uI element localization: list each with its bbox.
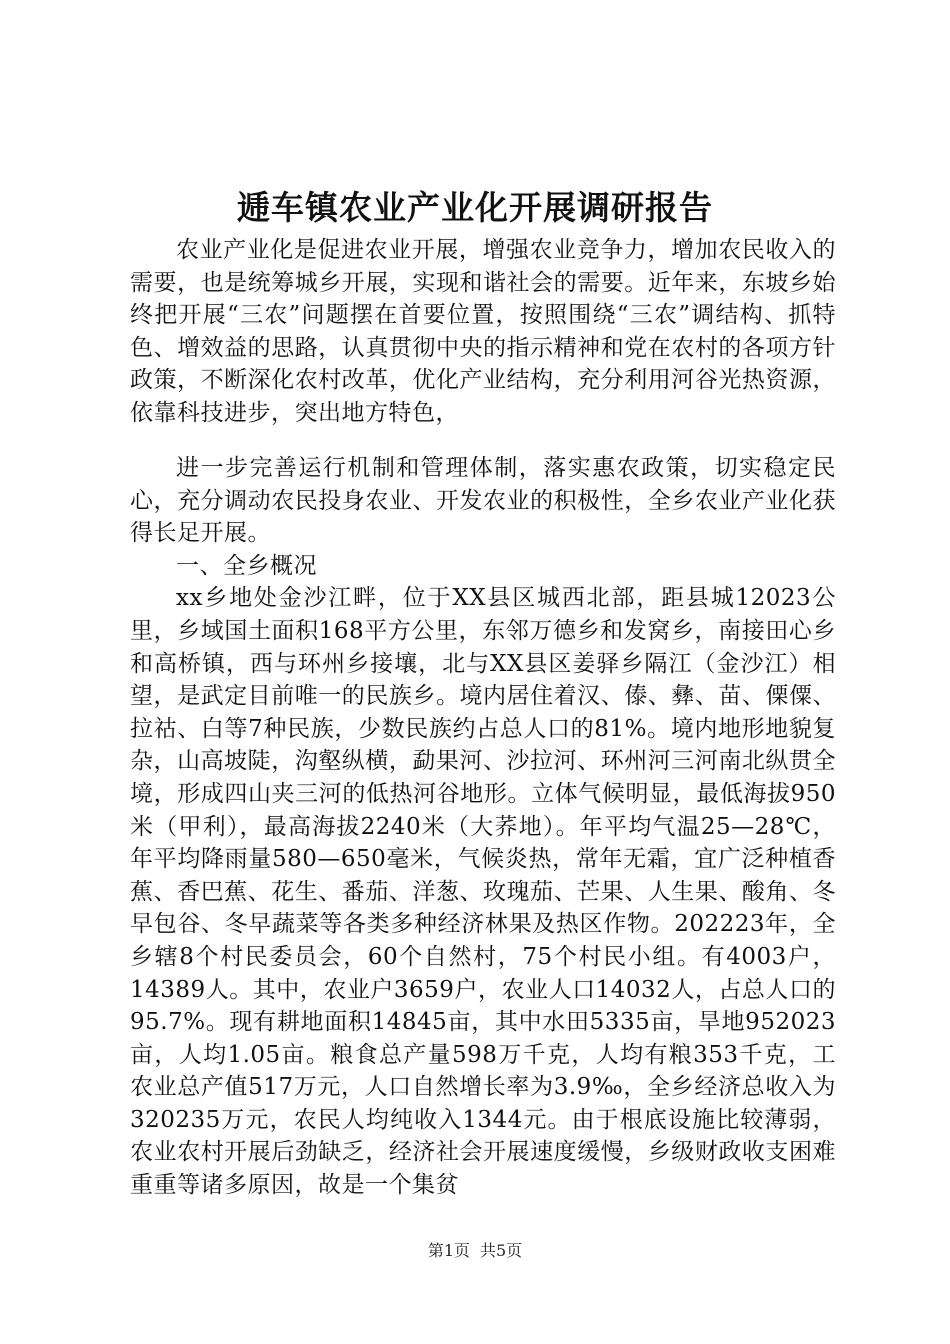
paragraph-continuation: 进一步完善运行机制和管理体制，落实惠农政策，切实稳定民心，充分调动农民投身农业、开发农业的积极性，全乡农业产业化获得长足开展。	[130, 455, 836, 547]
body-block-2	[130, 452, 836, 1202]
document-title: 逓车镇农业产业化开展调研报告	[237, 188, 713, 227]
paragraph-overview: xx乡地处金沙江畔，位于XX县区城西北部，距县城12023公里，乡域国土面积168平方公里，东邻万德乡和发窝乡，南接田心乡和高桥镇，西与环州乡接壤，北与XX县区姜驿乡隔江（金沙江）相望，是武定目前唯一的民族乡。境内居住着汉、傣、彝、苗、傈僳、拉祜、白等7种民族，少数民族约占总人口的81%。境内地形地貌复杂，山高坡陡，沟壑纵横，勐果河、沙拉河、环州河三河南北纵贯全境，形成四山夹三河的低热河谷地形。立体气候明显，最低海拔950米（甲利），最高海拔2240米（大荞地）。年平均气温25—28℃，年平均降雨量580—650毫米，气候炎热，常年无霜，宜广泛种植香蕉、香巴蕉、花生、番茄、洋葱、玫瑰茄、芒果、人生果、酸角、冬早包谷、冬早蔬菜等各类多种经济林果及热区作物。202223年，全乡辖8个村民委员会，60个自然村，75个村民小组。有4003户，14389人。其中，农业户3659户，农业人口14032人，占总人口的95.7%。现有耕地面积14845亩，其中水田5335亩，旱地952023亩，人均1.05亩。粮食总产量598万千克，人均有粮353千克，工农业总产值517万元，人口自然增长率为3.9‰，全乡经济总收入为320235万元，农民人均纯收入1344元。由于根底设施比较薄弱，农业农村开展后劲缺乏，经济社会开展速度缓慢，乡级财政收支困难重重等诸多原因，故是一个集贫	[130, 585, 836, 1199]
page-total: 共5页	[480, 1241, 523, 1260]
section-heading-overview: 一、全乡概况	[176, 552, 317, 579]
paragraph-intro: 农业产业化是促进农业开展，增强农业竞争力，增加农民收入的需要，也是统筹城乡开展，实现和谐社会的需要。近年来，东坡乡始终把开展“三农”问题摆在首要位置，按照围绕“三农”调结构、抓特色、增效益的思路，认真贯彻中央的指示精神和党在农村的各项方针政策，不断深化农村改革，优化产业结构，充分利用河谷光热资源，依靠科技进步，突出地方特色，	[130, 237, 836, 426]
body-block-1	[130, 234, 836, 430]
page-footer	[0, 1240, 950, 1262]
page-number: 第1页	[427, 1241, 470, 1260]
